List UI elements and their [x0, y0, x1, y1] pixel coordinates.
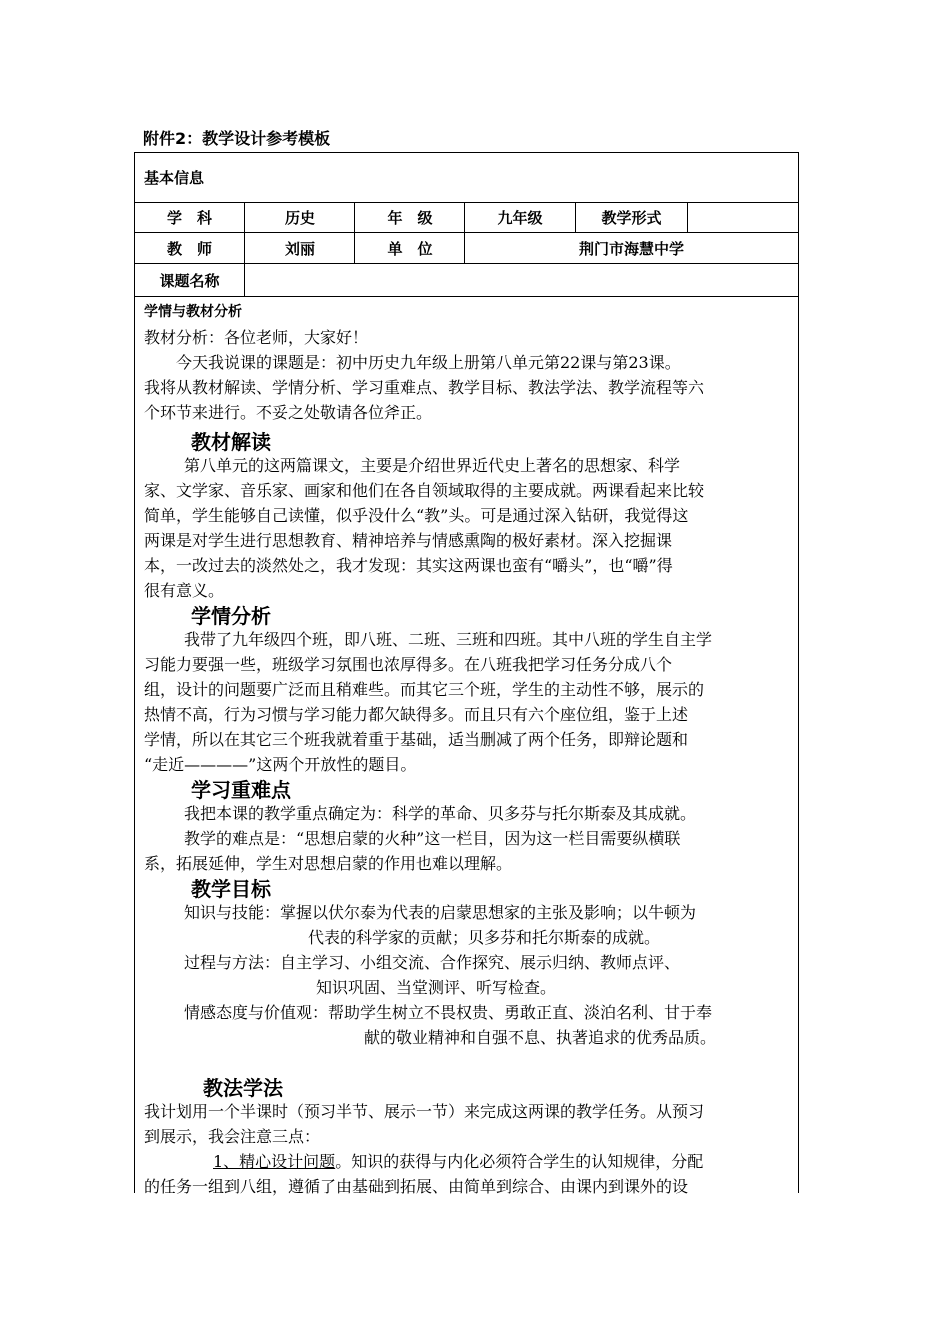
- textbook-line: 简单，学生能够自己读懂，似乎没什么“教”头。可是通过深入钻研，我觉得这: [144, 506, 689, 525]
- learner-line: 热情不高，行为习惯与学习能力都欠缺得多。而且只有六个座位组，鉴于上述: [144, 705, 689, 724]
- teacher-row: [135, 233, 798, 264]
- goal-line: 情感态度与价值观：帮助学生树立不畏权贵、勇敢正直、淡泊名利、甘于奉: [184, 1003, 713, 1022]
- learner-line: “走近————”这两个开放性的题目。: [144, 755, 417, 774]
- course-label: 课题名称: [135, 264, 245, 296]
- method-line: 的任务一组到八组，遵循了由基础到拓展、由简单到综合、由课内到课外的设: [144, 1177, 689, 1196]
- subject-label: 学 科: [135, 203, 245, 232]
- subject-row: [135, 203, 798, 233]
- form-label: 教学形式: [576, 203, 688, 232]
- heading-textbook: 教材解读: [191, 430, 271, 454]
- textbook-line: 家、文学家、音乐家、画家和他们在各自领域取得的主要成就。两课看起来比较: [144, 481, 705, 500]
- goal-line: 知识巩固、当堂测评、听写检查。: [316, 978, 557, 997]
- method-line: 我计划用一个半课时（预习半节、展示一节）来完成这两课的教学任务。从预习: [144, 1102, 705, 1121]
- teacher-label: 教 师: [135, 233, 245, 263]
- intro-line: 教材分析：各位老师，大家好！: [144, 328, 369, 347]
- goal-line: 献的敬业精神和自强不息、执著追求的优秀品质。: [364, 1028, 717, 1047]
- method-line: [213, 1149, 703, 1174]
- intro-line: 今天我说课的课题是：初中历史九年级上册第八单元第22课与第23课。: [176, 353, 681, 372]
- textbook-line: 第八单元的这两篇课文，主要是介绍世界近代史上著名的思想家、科学: [184, 456, 681, 475]
- learner-line: 学情，所以在其它三个班我就着重于基础，适当删减了两个任务，即辩论题和: [144, 730, 689, 749]
- goal-line: 知识与技能：掌握以伏尔泰为代表的启蒙思想家的主张及影响；以牛顿为: [184, 903, 697, 922]
- attachment-title: 附件2：教学设计参考模板: [143, 129, 331, 148]
- analysis-section-label: 学情与教材分析: [144, 304, 242, 320]
- course-value: [245, 264, 798, 296]
- learner-line: 组，设计的问题要广泛而且稍难些。而其它三个班，学生的主动性不够，展示的: [144, 680, 705, 699]
- unit-label: 单 位: [356, 233, 465, 263]
- method-point-1-title: 1、精心设计问题: [213, 1152, 336, 1171]
- basic-info-heading: 基本信息: [144, 169, 205, 187]
- goal-line: 代表的科学家的贡献；贝多芬和托尔斯泰的成就。: [308, 928, 661, 947]
- method-line: 到展示，我会注意三点：: [144, 1127, 321, 1146]
- heading-key-points: 学习重难点: [191, 778, 291, 802]
- course-row: [135, 264, 798, 297]
- lesson-plan-table: [134, 152, 799, 1196]
- unit-value: 荆门市海慧中学: [578, 239, 684, 258]
- intro-line: 我将从教材解读、学情分析、学习重难点、教学目标、教法学法、教学流程等六: [144, 378, 705, 397]
- textbook-line: 两课是对学生进行思想教育、精神培养与情感熏陶的极好素材。深入挖掘课: [144, 531, 673, 550]
- key-line: 我把本课的教学重点确定为：科学的革命、贝多芬与托尔斯泰及其成就。: [184, 804, 697, 823]
- key-line: 系，拓展延伸，学生对思想启蒙的作用也难以理解。: [144, 854, 513, 873]
- goal-line: 过程与方法：自主学习、小组交流、合作探究、展示归纳、教师点评、: [184, 953, 681, 972]
- analysis-section: [135, 297, 798, 1196]
- heading-goals: 教学目标: [191, 877, 271, 901]
- grade-label: 年 级: [356, 203, 465, 232]
- textbook-line: 本，一改过去的淡然处之，我才发现：其实这两课也蛮有“嚼头”，也“嚼”得: [144, 556, 673, 575]
- key-line: 教学的难点是：“思想启蒙的火种”这一栏目，因为这一栏目需要纵横联: [184, 829, 681, 848]
- textbook-line: 很有意义。: [144, 581, 225, 600]
- learner-line: 习能力要强一些，班级学习氛围也浓厚得多。在八班我把学习任务分成八个: [144, 655, 673, 674]
- form-value: [688, 203, 798, 232]
- learner-line: 我带了九年级四个班，即八班、二班、三班和四班。其中八班的学生自主学: [184, 630, 713, 649]
- heading-learner: 学情分析: [191, 604, 271, 628]
- heading-methods: 教法学法: [203, 1076, 283, 1100]
- subject-value: 历史: [245, 203, 355, 232]
- teacher-value: 刘丽: [245, 233, 355, 263]
- intro-line: 个环节来进行。不妥之处敬请各位斧正。: [144, 403, 433, 422]
- grade-value: 九年级: [465, 203, 576, 232]
- method-point-1-text: 。知识的获得与内化必须符合学生的认知规律，分配: [335, 1152, 704, 1171]
- basic-info-row: [135, 153, 798, 203]
